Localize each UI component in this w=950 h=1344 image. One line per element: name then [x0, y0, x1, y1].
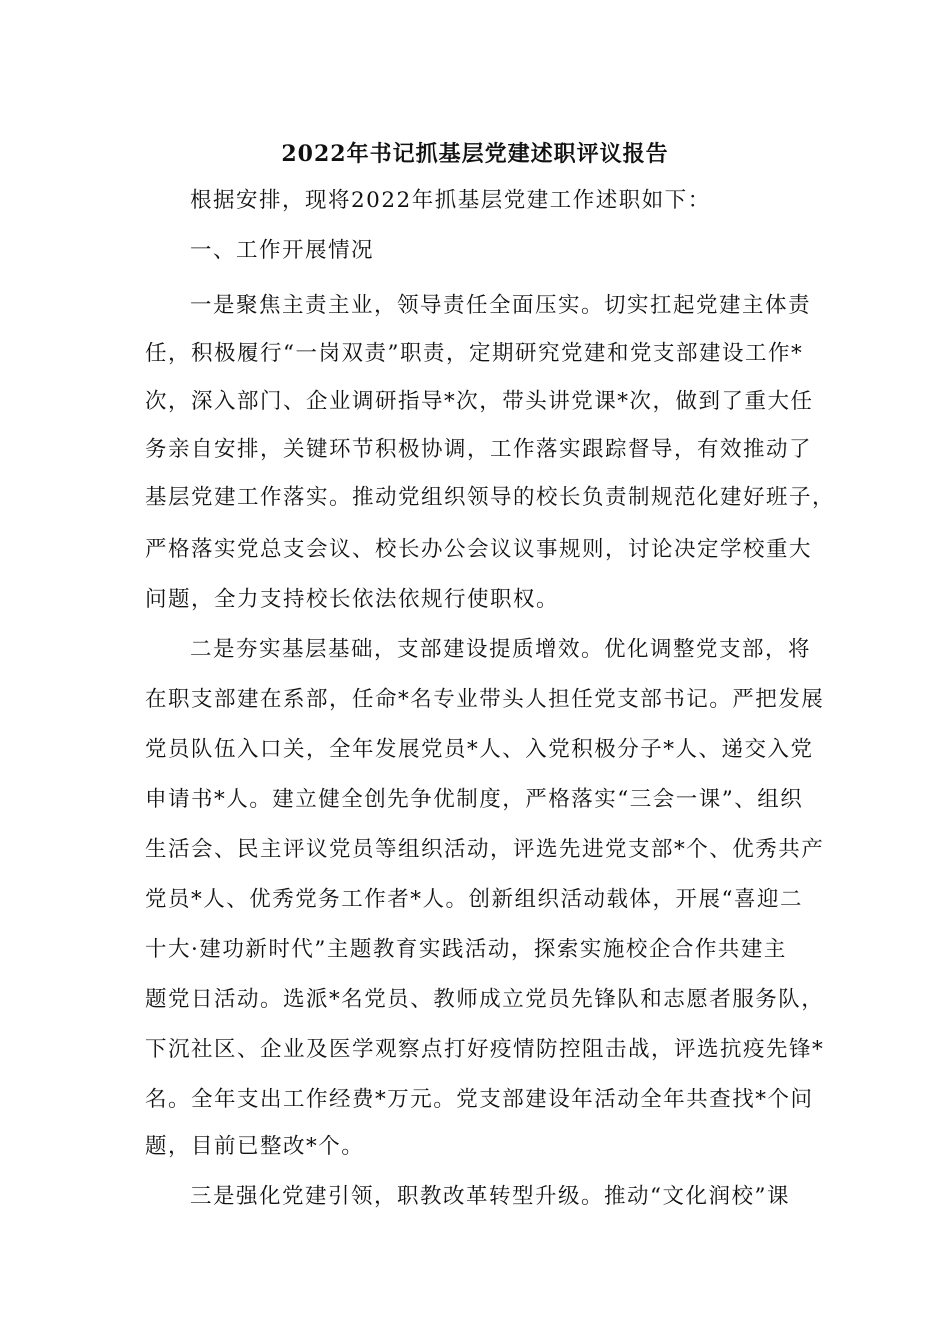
paragraph-line: 次，深入部门、企业调研指导*次，带头讲党课*次，做到了重大任	[145, 389, 814, 414]
paragraph-line: 申请书*人。建立健全创先争优制度，严格落实“三会一课”、组织	[145, 787, 804, 812]
paragraph-line: 题党日活动。选派*名党员、教师成立党员先锋队和志愿者服务队，	[145, 987, 825, 1012]
paragraph-line: 生活会、民主评议党员等组织活动，评选先进党支部*个、优秀共产	[145, 837, 825, 862]
section-heading: 一、工作开展情况	[190, 238, 375, 263]
paragraph-line: 下沉社区、企业及医学观察点打好疫情防控阻击战，评选抗疫先锋*	[145, 1037, 825, 1062]
paragraph-line: 二是夯实基层基础，支部建设提质增效。优化调整党支部，将	[190, 637, 812, 662]
paragraph-line: 在职支部建在系部，任命*名专业带头人担任党支部书记。严把发展	[145, 687, 825, 712]
paragraph-line: 严格落实党总支会议、校长办公会议议事规则，讨论决定学校重大	[145, 537, 813, 562]
paragraph-intro-line: 根据安排，现将2022年抓基层党建工作述职如下：	[190, 188, 711, 213]
paragraph-line: 基层党建工作落实。推动党组织领导的校长负责制规范化建好班子，	[145, 485, 836, 510]
paragraph-line: 问题，全力支持校长依法依规行使职权。	[145, 587, 560, 612]
document-title: 2022年书记抓基层党建述职评议报告	[281, 141, 669, 167]
paragraph-line: 题，目前已整改*个。	[145, 1134, 365, 1159]
paragraph-line: 党员队伍入口关，全年发展党员*人、入党积极分子*人、递交入党	[145, 737, 814, 762]
paragraph-line: 任，积极履行“一岗双责”职责，定期研究党建和党支部建设工作*	[145, 341, 804, 366]
paragraph-line: 务亲自安排，关键环节积极协调，工作落实跟踪督导，有效推动了	[145, 437, 813, 462]
paragraph-line: 十大·建功新时代”主题教育实践活动，探索实施校企合作共建主	[145, 937, 787, 962]
paragraph-line: 名。全年支出工作经费*万元。党支部建设年活动全年共查找*个问	[145, 1087, 814, 1112]
paragraph-line: 党员*人、优秀党务工作者*人。创新组织活动载体，开展“喜迎二	[145, 887, 803, 912]
paragraph-line: 一是聚焦主责主业，领导责任全面压实。切实扛起党建主体责	[190, 293, 812, 318]
paragraph-line: 三是强化党建引领，职教改革转型升级。推动“文化润校”课	[190, 1184, 790, 1209]
